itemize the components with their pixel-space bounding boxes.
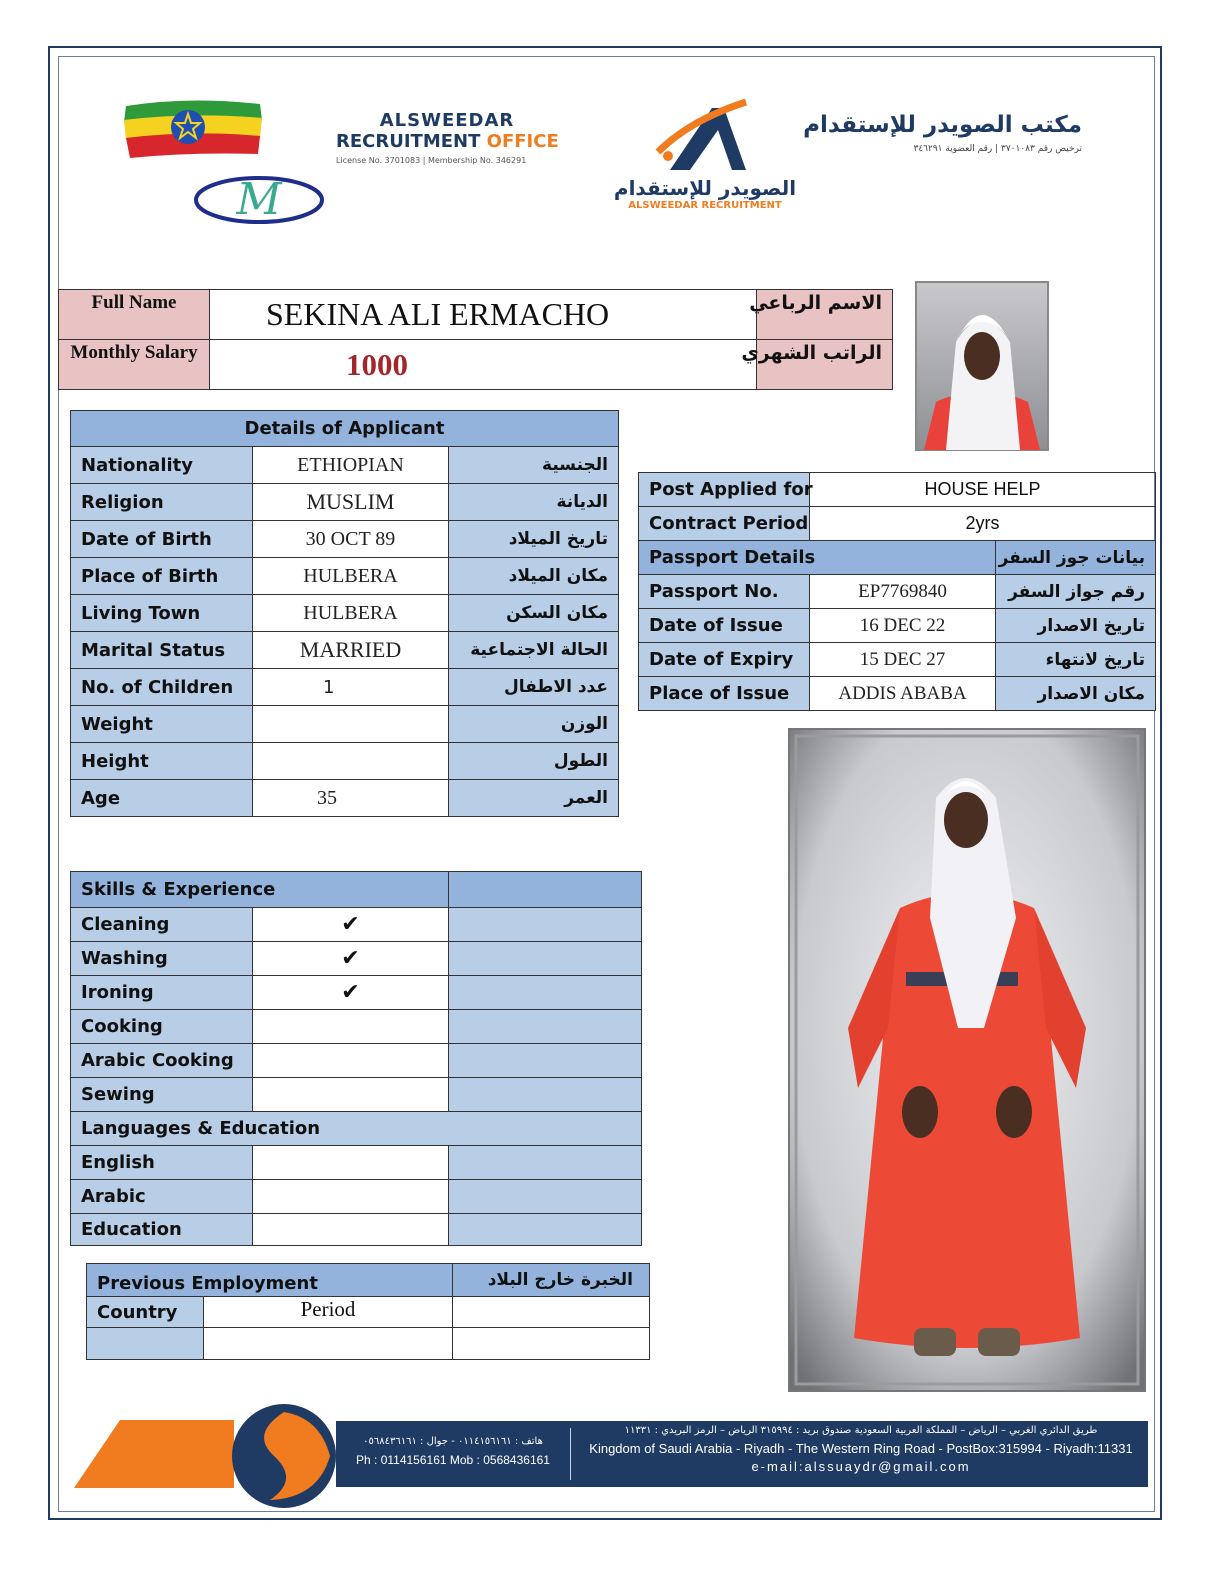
passport-details-title: Passport Details	[639, 541, 996, 575]
passport-row: Date of Expiry 15 DEC 27 تاريخ لانتهاء	[639, 643, 1156, 677]
footer-logo-graphic	[74, 1404, 354, 1508]
skill-row: Arabic Cooking	[71, 1044, 642, 1078]
skill-row: Washing ✔	[71, 942, 642, 976]
details-row: Weight الوزن	[71, 706, 619, 743]
check-icon: ✔	[253, 942, 449, 976]
employment-title: Previous Employment	[87, 1264, 453, 1297]
full-name-label: Full Name	[59, 290, 210, 340]
country-label: Country	[87, 1297, 204, 1328]
skills-title: Skills & Experience	[71, 872, 449, 908]
footer-address: طريق الدائري الغربي – الرياض – المملكة العربية السعودية صندوق بريد : ٣١٥٩٩٤ الرياض – الرمز البريدي : ١١٣٣١ Kingdom of Saudi Arabia - Riyadh - The Western Ring Road - PostBox:315994 - Riyadh:11331 e-mail:alssuaydr@gmail.com	[578, 1425, 1144, 1474]
language-row: Education	[71, 1214, 642, 1246]
employment-title-ar: الخبرة خارج البلاد	[453, 1264, 650, 1297]
center-logo-text: الصويدر للإستقدام ALSWEEDAR RECRUITMENT	[613, 176, 797, 211]
details-row: Height الطول	[71, 743, 619, 780]
details-table	[70, 410, 619, 817]
check-icon: ✔	[253, 908, 449, 942]
employment-row	[87, 1328, 650, 1360]
office-name-en: ALSWEEDAR RECRUITMENT OFFICE License No. 3701083 | Membership No. 346291	[336, 110, 559, 165]
identity-table	[58, 289, 893, 390]
languages-title: Languages & Education	[71, 1112, 642, 1146]
post-passport-table	[638, 472, 1156, 711]
skills-table	[70, 871, 642, 1246]
skill-row: Sewing	[71, 1078, 642, 1112]
period-label: Period	[204, 1297, 453, 1328]
m-logo-letter: M	[236, 174, 282, 225]
passport-row: Date of Issue 16 DEC 22 تاريخ الاصدار	[639, 609, 1156, 643]
license-line: License No. 3701083 | Membership No. 346291	[336, 156, 527, 165]
details-row: Age 35 العمر	[71, 780, 619, 817]
footer-email: e-mail:alssuaydr@gmail.com	[751, 1459, 971, 1474]
skill-row: Cleaning ✔	[71, 908, 642, 942]
details-row: Place of Birth HULBERA مكان الميلاد	[71, 558, 619, 595]
contract-period-value: 2yrs	[810, 507, 1156, 541]
details-row: No. of Children 1 عدد الاطفال	[71, 669, 619, 706]
details-row: Marital Status MARRIED الحالة الاجتماعية	[71, 632, 619, 669]
details-row: Religion MUSLIM الديانة	[71, 484, 619, 521]
post-applied-label: Post Applied for	[639, 473, 810, 507]
employment-table	[86, 1263, 650, 1360]
passport-row: Passport No. EP7769840 رقم جواز السفر	[639, 575, 1156, 609]
details-row: Date of Birth 30 OCT 89 تاريخ الميلاد	[71, 521, 619, 558]
ethiopia-flag-logo	[120, 96, 266, 162]
details-row: Nationality ETHIOPIAN الجنسية	[71, 447, 619, 484]
applicant-full-length-photo	[788, 728, 1146, 1392]
passport-details-title-ar: بيانات جوز السفر	[996, 541, 1156, 575]
language-row: English	[71, 1146, 642, 1180]
office-name-ar: مكتب الصويدر للإستقدام ترخيص رقم ٣٧٠١٠٨٣ | رقم العضوية ٣٤٦٢٩١	[803, 112, 1082, 154]
passport-row: Place of Issue ADDIS ABABA مكان الاصدار	[639, 677, 1156, 711]
monthly-salary-label: Monthly Salary	[59, 340, 210, 390]
check-icon: ✔	[253, 976, 449, 1010]
full-name-ar: الاسم الرباعي	[757, 290, 893, 340]
alsweedar-a-logo	[650, 100, 760, 178]
details-title: Details of Applicant	[71, 411, 619, 447]
monthly-salary-ar: الراتب الشهري	[757, 340, 893, 390]
details-row: Living Town HULBERA مكان السكن	[71, 595, 619, 632]
applicant-portrait-photo	[916, 282, 1048, 450]
footer-phones: هاتف : ٠١١٤١٥٦١٦١ - جوال : ٠٥٦٨٤٣٦١٦١ Ph : 0114156161 Mob : 0568436161	[356, 1436, 550, 1467]
full-name-value: SEKINA ALI ERMACHO	[210, 290, 757, 340]
contract-period-label: Contract Period	[639, 507, 810, 541]
language-row: Arabic	[71, 1180, 642, 1214]
skill-row: Cooking	[71, 1010, 642, 1044]
skill-row: Ironing ✔	[71, 976, 642, 1010]
footer-divider	[570, 1428, 571, 1480]
m-logo	[192, 170, 326, 226]
monthly-salary-value: 1000	[210, 340, 757, 390]
post-applied-value: HOUSE HELP	[810, 473, 1156, 507]
